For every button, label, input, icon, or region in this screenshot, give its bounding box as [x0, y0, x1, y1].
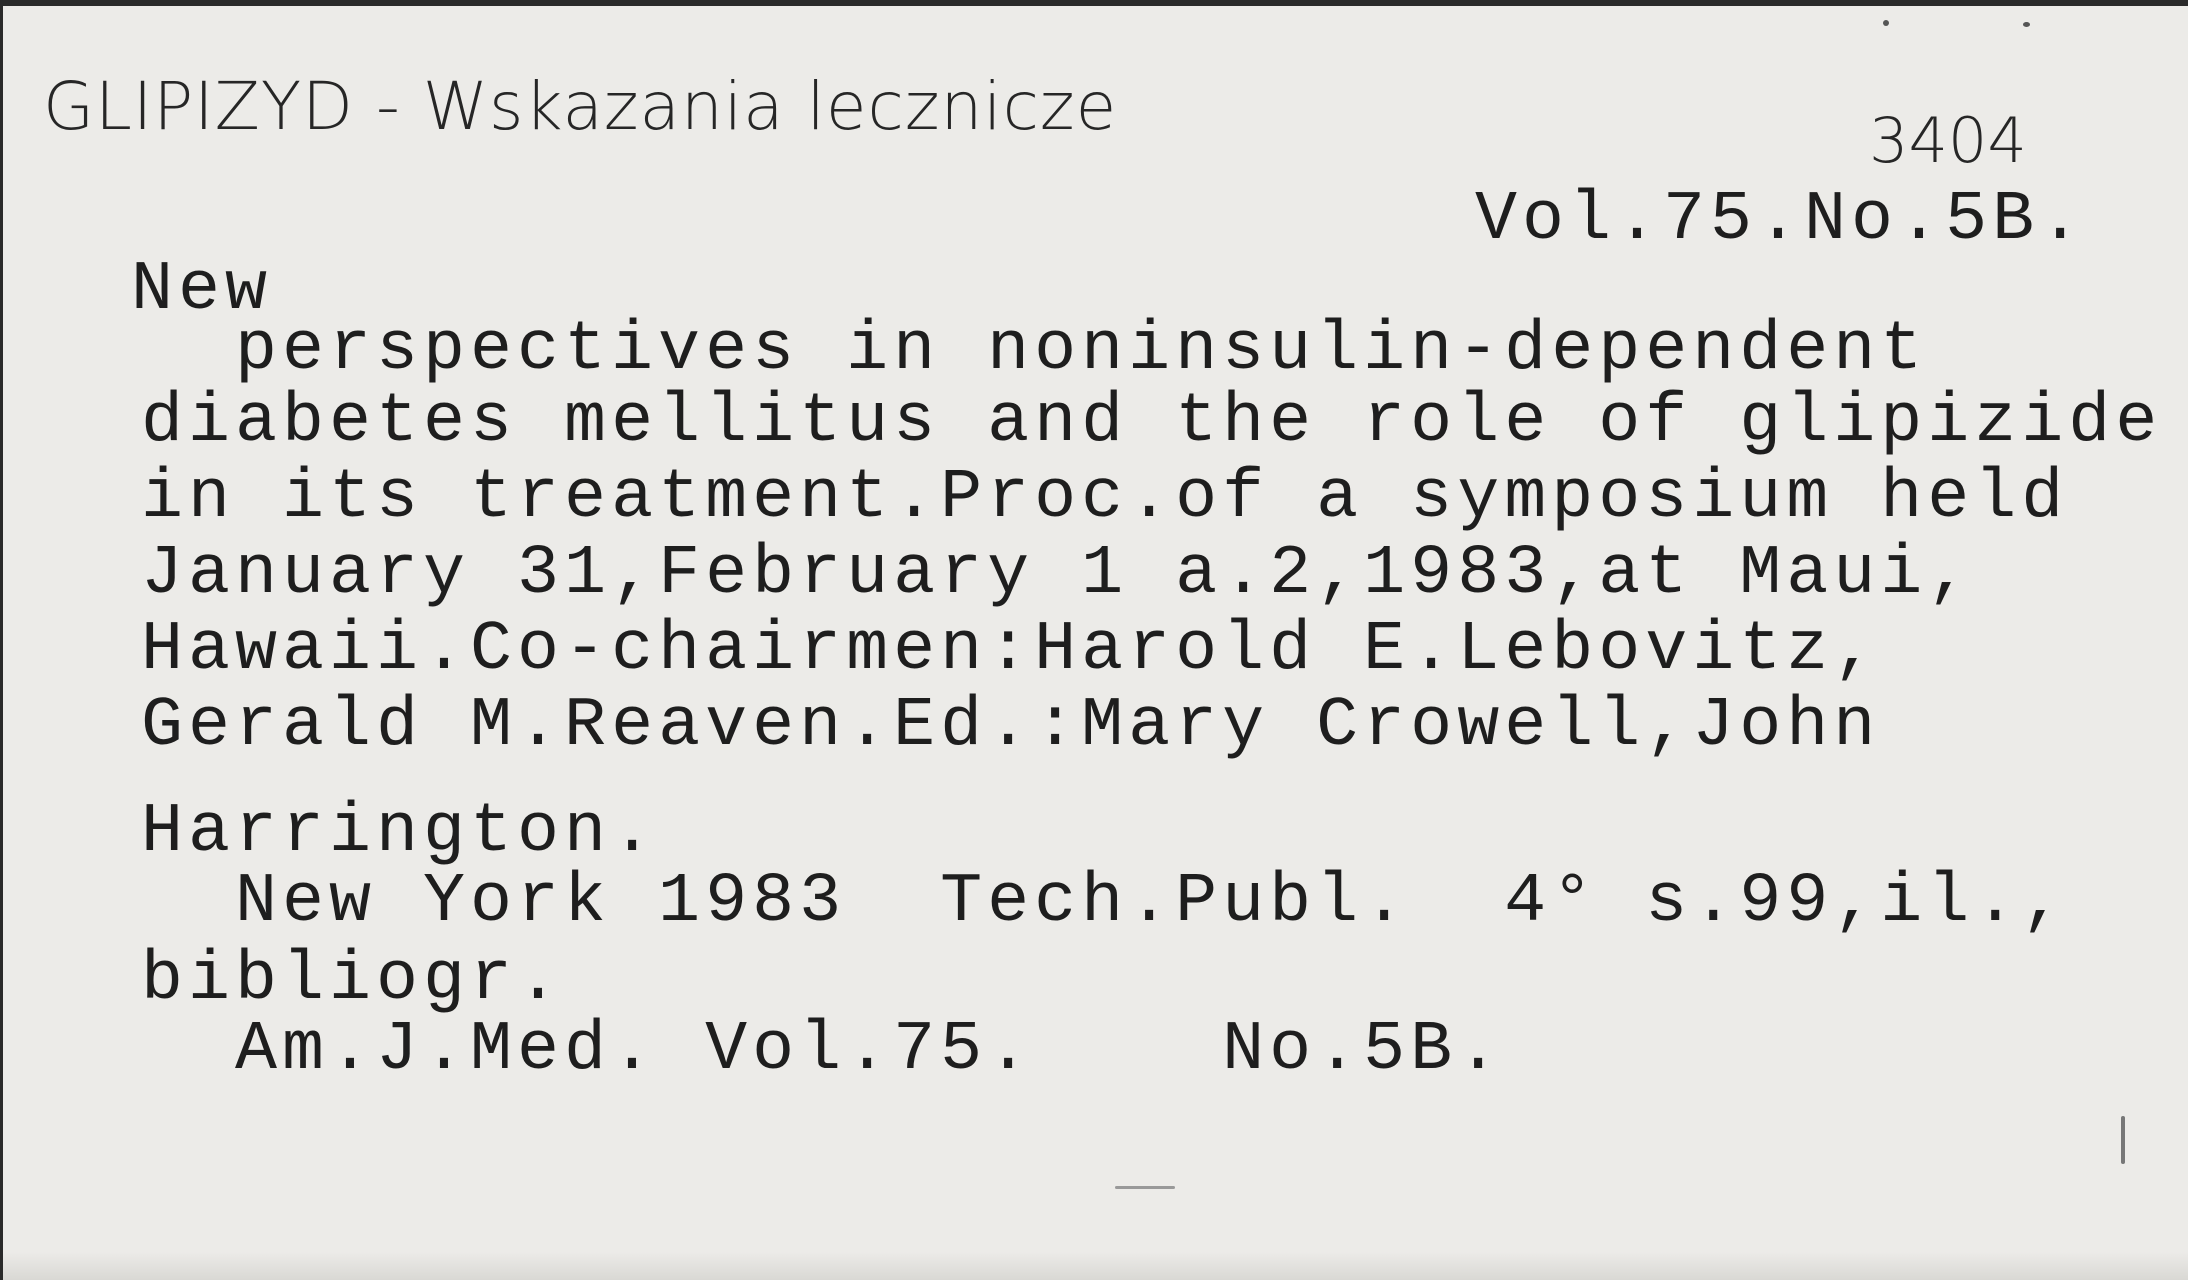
card-heading: GLIPIZYD - Wskazania lecznicze — [43, 68, 1118, 145]
text-line: perspectives in noninsulin-dependent — [235, 311, 1928, 390]
scratch-mark — [1115, 1186, 1175, 1189]
card-number: 3404 — [1869, 104, 2027, 177]
text-line: Gerald M.Reaven.Ed.:Mary Crowell,John — [141, 687, 1881, 766]
dust-speck — [1883, 20, 1889, 26]
text-line: Hawaii.Co-chairmen:Harold E.Lebovitz, — [141, 611, 1881, 690]
text-line: New York 1983 Tech.Publ. 4° s.99,il., — [235, 863, 2069, 942]
text-line: bibliogr. — [141, 941, 565, 1020]
text-line: New — [131, 251, 273, 330]
text-line: in its treatment.Proc.of a symposium held — [141, 459, 2069, 538]
scratch-mark — [2121, 1116, 2125, 1164]
text-line: January 31,February 1 a.2,1983,at Maui, — [141, 535, 1975, 614]
volume-reference: Vol.75.No.5B. — [1475, 181, 2087, 260]
dust-speck — [2023, 22, 2030, 27]
text-line: Am.J.Med. Vol.75. No.5B. — [235, 1011, 1505, 1090]
text-line: diabetes mellitus and the role of glipizide — [141, 383, 2163, 462]
text-line: Harrington. — [141, 793, 659, 872]
